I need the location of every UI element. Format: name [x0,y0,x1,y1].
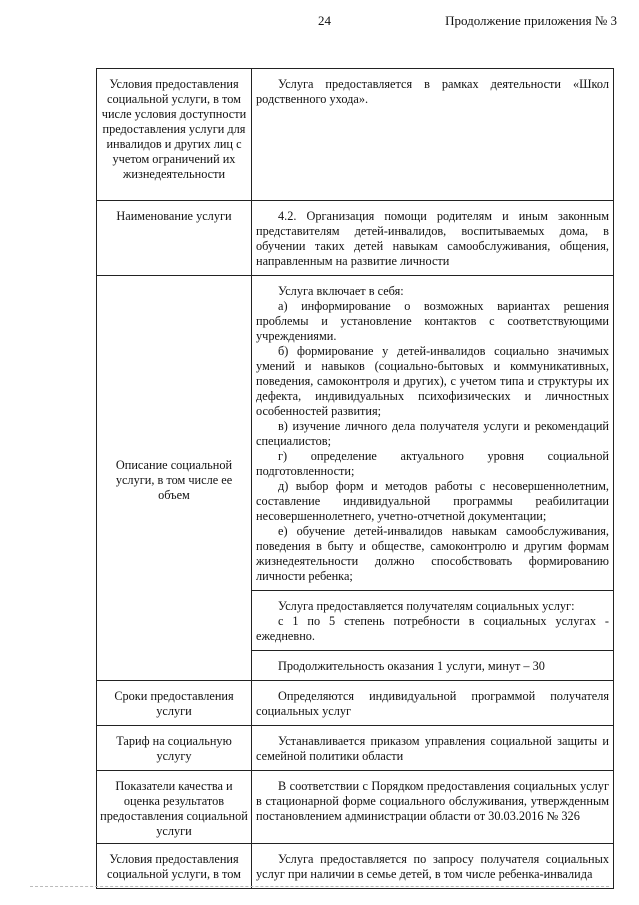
page-number: 24 [318,13,331,28]
service-name-text: 4.2. Организация помощи родителям и иным законным представителям детей-инвалидов, воспитываемых дома, в обучении таких детей навыкам самообслуживания, общения, направленным на развитие личности [256,209,609,268]
label-description: Описание социальной услуги, в том числе ее объем [97,276,252,681]
value-conditions-2 [252,844,614,889]
conditions-text: Услуга предоставляется в рамках деятельности «Школ родственного ухода». [256,77,609,106]
label-tariff: Тариф на социальную услугу [97,726,252,771]
description-intro: Услуга включает в себя: [278,284,404,298]
description-item-c: в) изучение личного дела получателя услуги и рекомендаций специалистов; [256,419,609,448]
scan-edge-line [30,886,609,887]
terms-text: Определяются индивидуальной программой получателя социальных услуг [256,689,609,718]
value-tariff [252,726,614,771]
tariff-text: Устанавливается приказом управления социальной защиты и семейной политики области [256,734,609,763]
row-conditions [97,69,614,201]
value-service-name [252,201,614,276]
value-description [252,276,614,591]
volume-text: с 1 по 5 степень потребности в социальных услугах - ежедневно. [256,614,609,643]
quality-text: В соответствии с Порядком предоставления социальных услуг в стационарной форме социального обслуживания, утвержденным постановлением администрации области от 30.03.2016 № 326 [256,779,609,823]
description-item-f: е) обучение детей-инвалидов навыкам самообслуживания, поведения в быту и обществе, самоконтролю и другим формам жизнедеятельности должно способствовать формированию личности ребенка; [256,524,609,583]
row-conditions-2 [97,844,614,889]
row-terms [97,681,614,726]
description-item-d: г) определение актуального уровня социальной подготовленности; [256,449,609,478]
row-description-main [97,276,614,591]
description-item-a: а) информирование о возможных вариантах решения проблемы и установление контактов с соответствующими учреждениями. [256,299,609,343]
label-quality: Показатели качества и оценка результатов предоставления социальной услуги [97,771,252,844]
duration-text: Продолжительность оказания 1 услуги, минут – 30 [278,659,545,673]
description-item-b: б) формирование у детей-инвалидов социально значимых умений и навыков (социально-бытовых и коммуникативных, поведения, самоконтроля и других), с учетом типа и структуры их дефекта, индивидуальных психофизических и личностных особенностей развития; [256,344,609,418]
conditions-2-text: Услуга предоставляется по запросу получателя социальных услуг при наличии в семье детей, в том числе ребенка-инвалида [256,852,609,881]
label-conditions: Условия предоставления социальной услуги, в том числе условия доступности предоставления услуги для инвалидов и других лиц с учетом ограничений их жизнедеятельности [97,69,252,201]
appendix-caption: Продолжение приложения № 3 [445,13,617,28]
label-conditions-2: Условия предоставления социальной услуги, в том [97,844,252,889]
value-duration [252,651,614,681]
value-volume [252,591,614,651]
volume-intro: Услуга предоставляется получателям социальных услуг: [278,599,575,613]
row-service-name [97,201,614,276]
label-service-name: Наименование услуги [97,201,252,276]
value-quality [252,771,614,844]
label-terms: Сроки предоставления услуги [97,681,252,726]
value-terms [252,681,614,726]
value-conditions [252,69,614,201]
row-quality [97,771,614,844]
row-tariff [97,726,614,771]
service-table [96,68,614,889]
description-item-e: д) выбор форм и методов работы с несовершеннолетним, составление индивидуальной программы реабилитации несовершеннолетнего, учетно-отчетной документации; [256,479,609,523]
